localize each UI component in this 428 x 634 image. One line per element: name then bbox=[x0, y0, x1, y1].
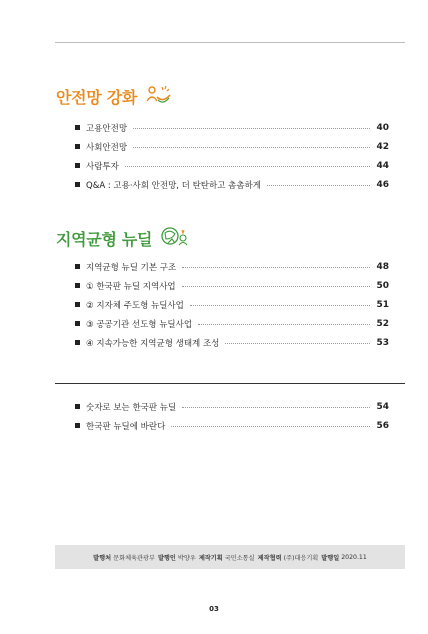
top-rule bbox=[55, 42, 405, 43]
issuer-label: 발행인 bbox=[157, 554, 176, 562]
section-divider bbox=[55, 383, 405, 384]
toc-item[interactable] bbox=[75, 276, 389, 295]
toc-item[interactable] bbox=[75, 333, 389, 352]
toc-item-page: 44 bbox=[376, 160, 389, 171]
publisher-value: 문화체육관광부 bbox=[113, 554, 155, 562]
toc-item-page: 42 bbox=[376, 141, 389, 152]
dot-leader bbox=[182, 286, 370, 287]
colophon bbox=[55, 545, 405, 569]
publisher-label: 발행처 bbox=[93, 554, 112, 562]
bullet-icon bbox=[75, 264, 80, 269]
toc-item[interactable] bbox=[75, 118, 389, 137]
date-value: 2020.11 bbox=[341, 553, 367, 561]
dot-leader bbox=[182, 407, 370, 408]
toc-item[interactable] bbox=[75, 175, 389, 194]
toc-item-page: 54 bbox=[376, 401, 389, 412]
toc-list-safety-net bbox=[75, 118, 389, 194]
bullet-icon bbox=[75, 404, 80, 409]
dot-leader bbox=[225, 343, 370, 344]
planning-label: 제작기획 bbox=[198, 554, 223, 562]
dot-leader bbox=[190, 305, 370, 306]
toc-item[interactable] bbox=[75, 295, 389, 314]
toc-list-extra bbox=[75, 397, 389, 435]
toc-item-label: 숫자로 보는 한국판 뉴딜 bbox=[86, 402, 177, 413]
bullet-icon bbox=[75, 321, 80, 326]
section-title-text: 지역균형 뉴딜 bbox=[56, 229, 153, 249]
dot-leader bbox=[133, 128, 370, 129]
cooperation-value: (주)대응기획 bbox=[283, 554, 319, 562]
toc-item-label: 고용안전망 bbox=[86, 123, 128, 134]
section-title-safety-net bbox=[56, 84, 171, 108]
toc-item-label: Q&A : 고용·사회 안전망, 더 탄탄하고 촘촘하게 bbox=[86, 180, 261, 191]
toc-item-page: 53 bbox=[376, 337, 389, 348]
toc-item-label: ④ 지속가능한 지역균형 생태계 조성 bbox=[86, 338, 220, 349]
dot-leader bbox=[125, 166, 370, 167]
toc-item[interactable] bbox=[75, 397, 389, 416]
toc-item-page: 46 bbox=[376, 179, 389, 190]
toc-item-label: ③ 공공기관 선도형 뉴딜사업 bbox=[86, 319, 193, 330]
bullet-icon bbox=[75, 144, 80, 149]
toc-item-label: 한국판 뉴딜에 바란다 bbox=[86, 421, 166, 432]
bullet-icon bbox=[75, 423, 80, 428]
dot-leader bbox=[182, 267, 370, 268]
toc-item[interactable] bbox=[75, 257, 389, 276]
bullet-icon bbox=[75, 163, 80, 168]
toc-item-page: 52 bbox=[376, 318, 389, 329]
bullet-icon bbox=[75, 283, 80, 288]
toc-item-label: 지역균형 뉴딜 기본 구조 bbox=[86, 262, 177, 273]
cooperation-label: 제작협력 bbox=[257, 554, 282, 562]
toc-item[interactable] bbox=[75, 314, 389, 333]
toc-item[interactable] bbox=[75, 416, 389, 435]
toc-list-regional-balance bbox=[75, 257, 389, 352]
toc-item-page: 56 bbox=[376, 420, 389, 431]
toc-item-page: 50 bbox=[376, 280, 389, 291]
toc-item-page: 40 bbox=[376, 122, 389, 133]
page-number: 03 bbox=[209, 605, 219, 613]
toc-item-label: ② 지자체 주도형 뉴딜사업 bbox=[86, 300, 184, 311]
bullet-icon bbox=[75, 340, 80, 345]
people-safety-net-icon bbox=[145, 84, 171, 108]
toc-item-page: 51 bbox=[376, 299, 389, 310]
planning-value: 국민소통실 bbox=[224, 554, 255, 562]
date-label: 발행일 bbox=[321, 554, 340, 562]
toc-item-label: ① 한국판 뉴딜 지역사업 bbox=[86, 281, 176, 292]
toc-item-label: 사람투자 bbox=[86, 161, 119, 172]
dot-leader bbox=[171, 426, 370, 427]
issuer-value: 박양우 bbox=[177, 554, 196, 562]
bullet-icon bbox=[75, 182, 80, 187]
dot-leader bbox=[198, 324, 370, 325]
section-title-text: 안전망 강화 bbox=[56, 87, 138, 107]
dot-leader bbox=[133, 147, 370, 148]
toc-item-page: 48 bbox=[376, 261, 389, 272]
toc-item-label: 사회안전망 bbox=[86, 142, 128, 153]
toc-item[interactable] bbox=[75, 137, 389, 156]
bullet-icon bbox=[75, 125, 80, 130]
section-title-regional-balance bbox=[56, 225, 190, 251]
bullet-icon bbox=[75, 302, 80, 307]
dot-leader bbox=[267, 185, 370, 186]
regional-balance-icon bbox=[160, 225, 190, 251]
toc-item[interactable] bbox=[75, 156, 389, 175]
